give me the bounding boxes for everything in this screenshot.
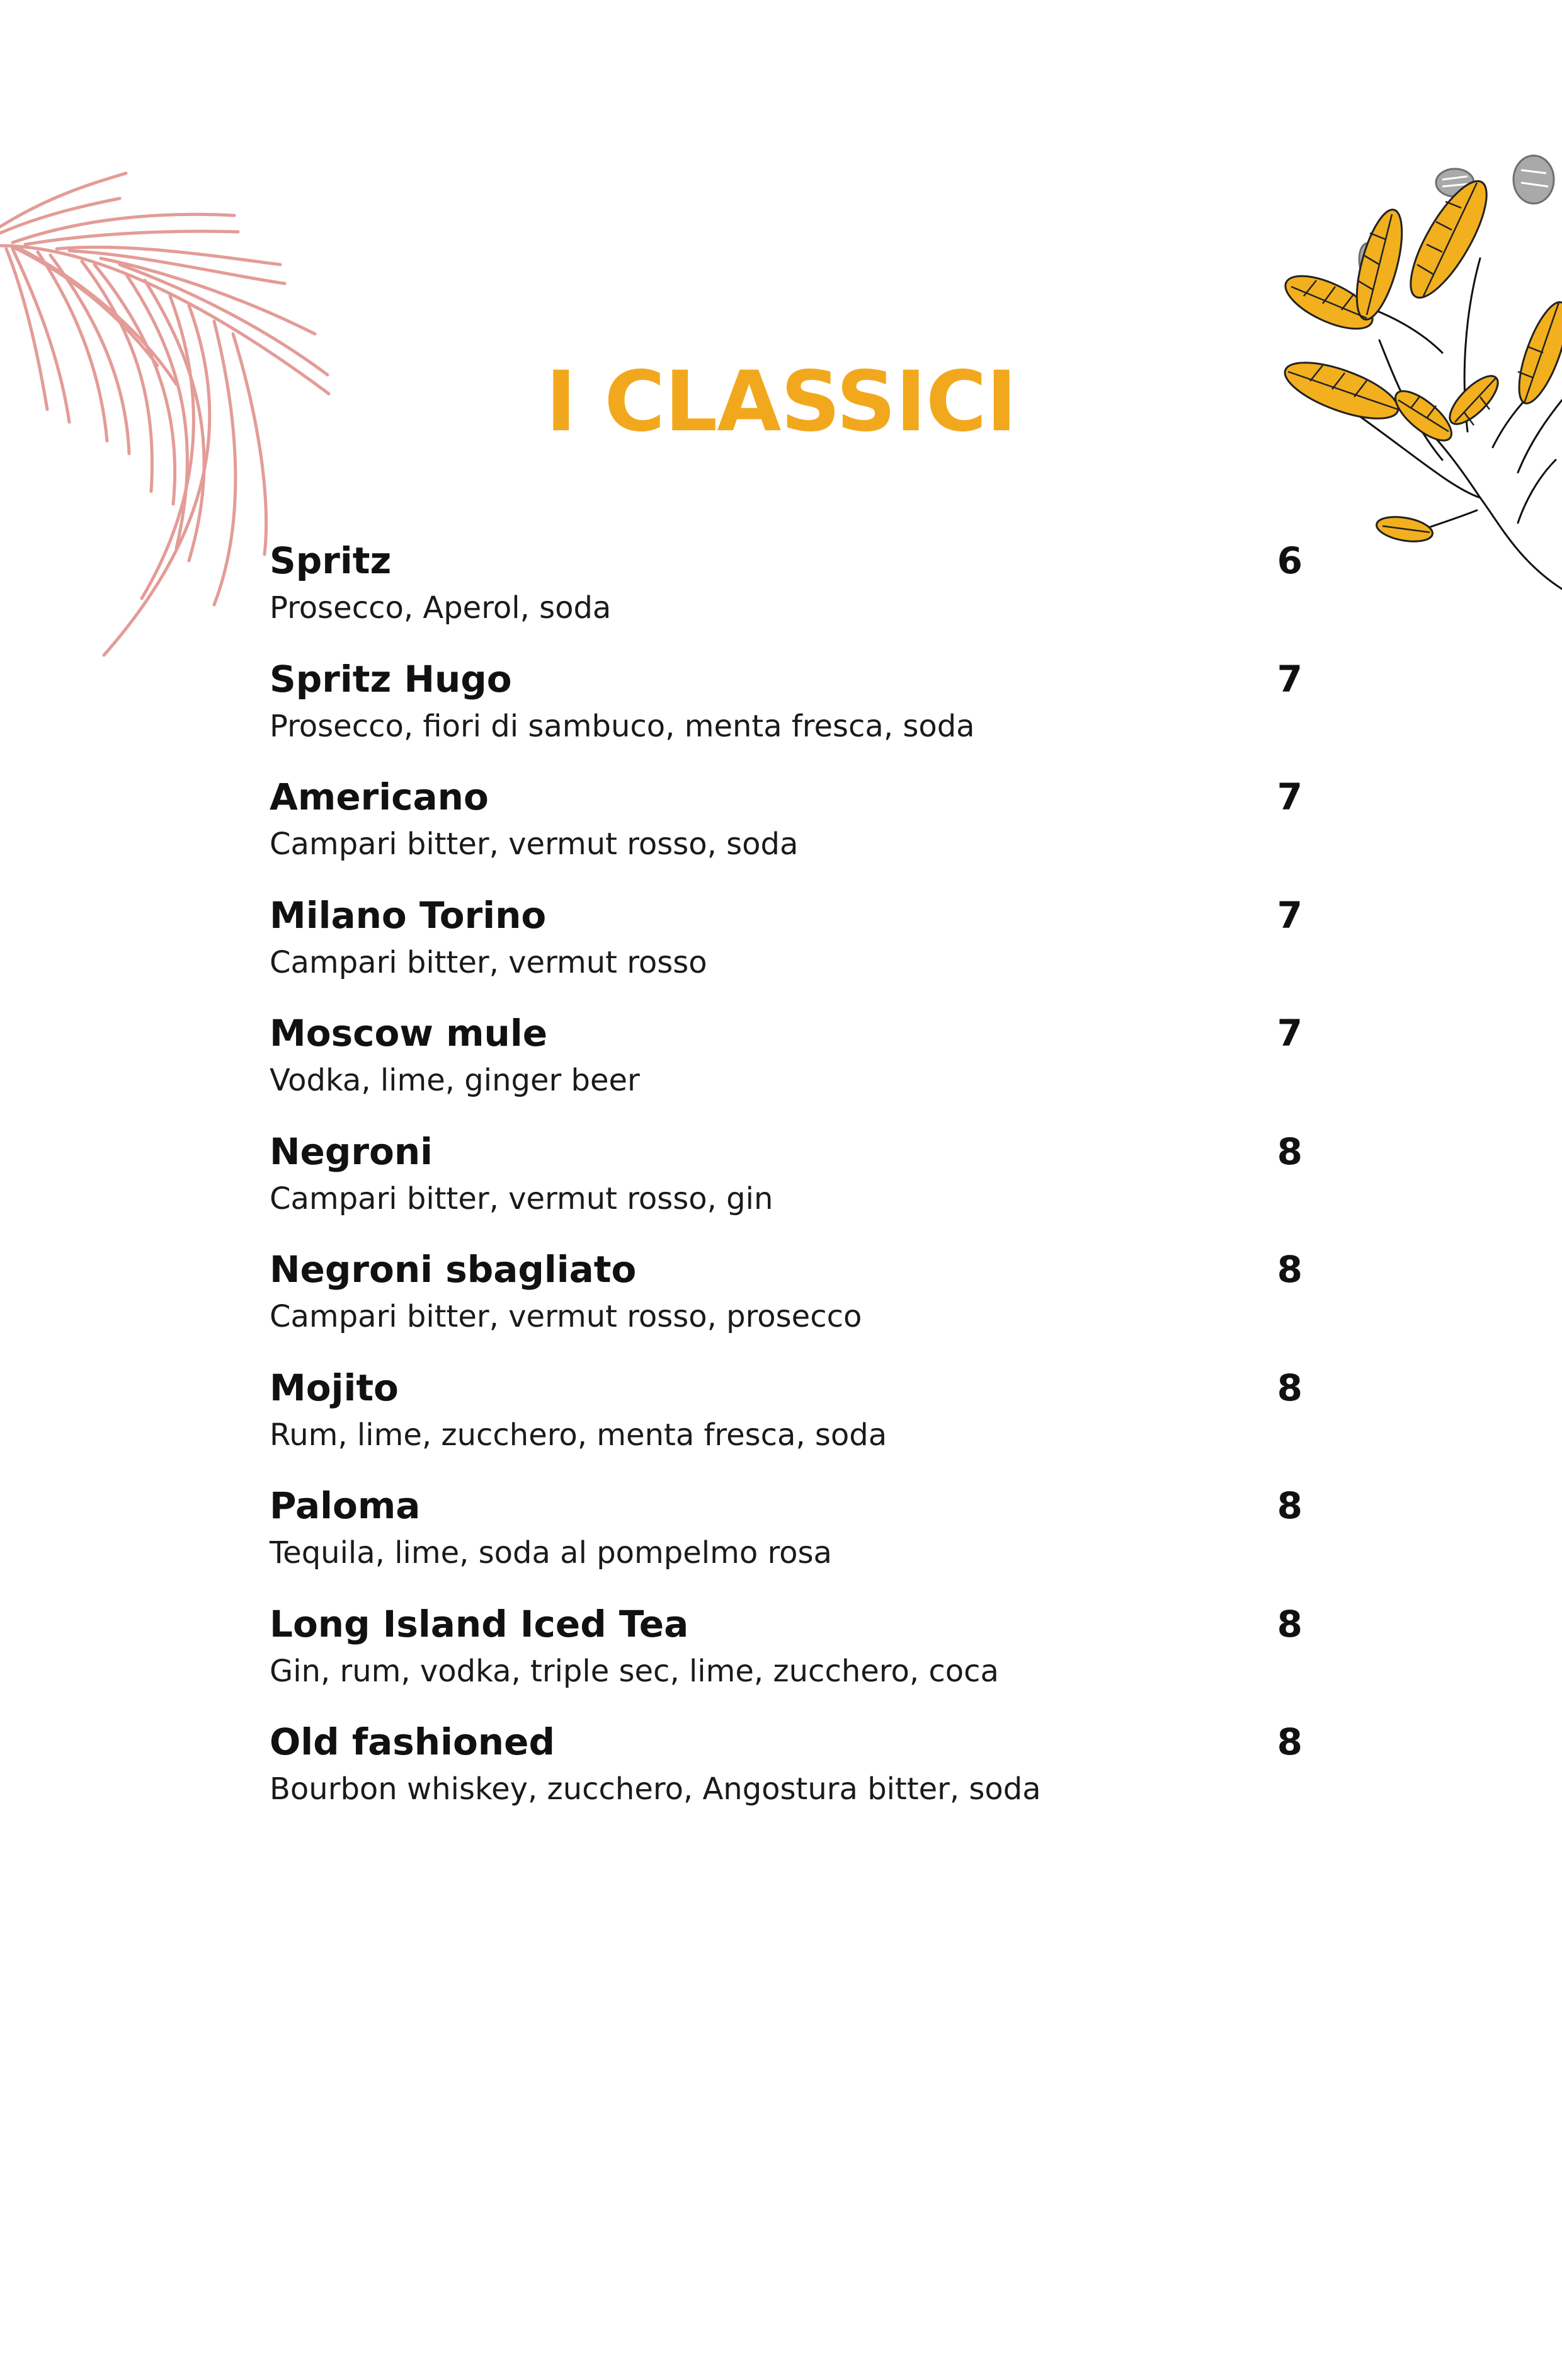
item-price: 8	[1277, 1248, 1303, 1291]
menu-item	[270, 772, 1303, 890]
menu-item	[270, 535, 1303, 654]
item-price: 8	[1277, 1366, 1303, 1409]
item-name: Americano	[270, 775, 489, 818]
item-description: Campari bitter, vermut rosso, prosecco	[270, 1299, 862, 1334]
item-name: Negroni	[270, 1130, 433, 1173]
menu-item	[270, 1008, 1303, 1126]
item-name: Milano Torino	[270, 893, 547, 937]
menu-item	[270, 1480, 1303, 1599]
menu-item	[270, 1126, 1303, 1245]
menu-item	[270, 890, 1303, 1009]
item-price: 6	[1277, 539, 1303, 582]
item-price: 7	[1277, 1012, 1303, 1055]
item-name: Negroni sbagliato	[270, 1248, 637, 1291]
item-description: Campari bitter, vermut rosso	[270, 944, 707, 980]
menu-item	[270, 1244, 1303, 1363]
item-name: Paloma	[270, 1484, 421, 1527]
item-price: 8	[1277, 1130, 1303, 1173]
item-name: Old fashioned	[270, 1720, 555, 1763]
menu-item	[270, 1717, 1303, 1835]
item-name: Long Island Iced Tea	[270, 1602, 689, 1645]
item-name: Spritz	[270, 539, 392, 582]
item-description: Prosecco, Aperol, soda	[270, 590, 612, 626]
item-price: 8	[1277, 1484, 1303, 1527]
menu-item	[270, 654, 1303, 772]
item-description: Campari bitter, vermut rosso, soda	[270, 827, 799, 862]
page-title: I CLASSICI	[545, 353, 1017, 450]
item-price: 7	[1277, 775, 1303, 818]
item-name: Mojito	[270, 1366, 399, 1409]
item-description: Prosecco, fiori di sambuco, menta fresca, soda	[270, 708, 975, 744]
item-price: 7	[1277, 657, 1303, 701]
item-description: Gin, rum, vodka, triple sec, lime, zucchero, coca	[270, 1653, 999, 1689]
item-description: Vodka, lime, ginger beer	[270, 1063, 640, 1098]
item-price: 8	[1277, 1720, 1303, 1763]
menu-item	[270, 1363, 1303, 1481]
drinks-menu	[270, 535, 1303, 1835]
item-description: Bourbon whiskey, zucchero, Angostura bitter, soda	[270, 1771, 1041, 1807]
item-name: Spritz Hugo	[270, 657, 512, 701]
item-name: Moscow mule	[270, 1012, 548, 1055]
item-description: Rum, lime, zucchero, menta fresca, soda	[270, 1417, 887, 1453]
menu-item	[270, 1599, 1303, 1717]
item-price: 8	[1277, 1602, 1303, 1645]
item-price: 7	[1277, 893, 1303, 937]
item-description: Tequila, lime, soda al pompelmo rosa	[270, 1535, 832, 1570]
item-description: Campari bitter, vermut rosso, gin	[270, 1181, 773, 1216]
